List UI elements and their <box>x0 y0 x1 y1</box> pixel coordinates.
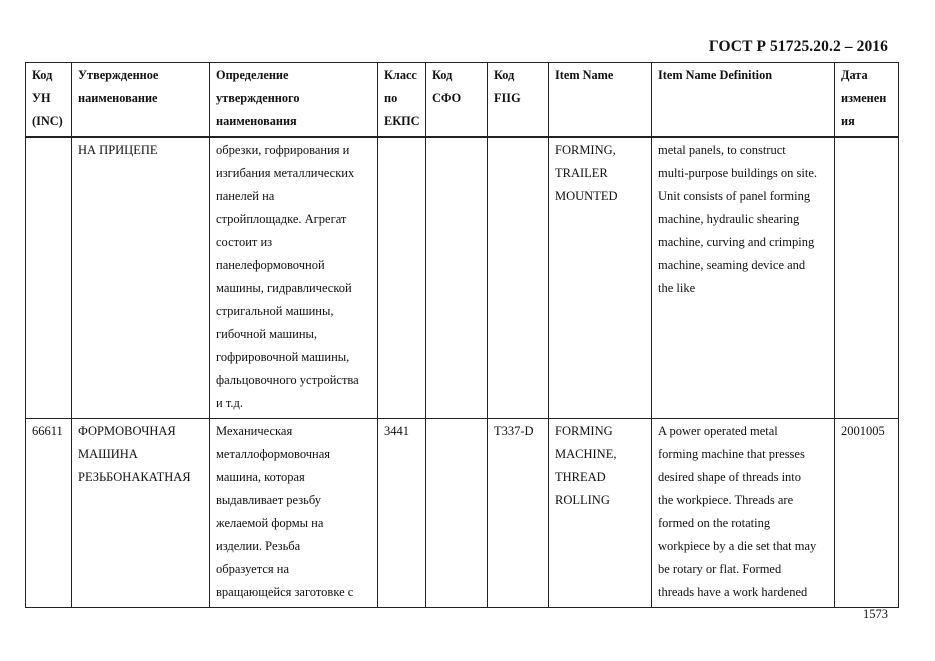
cell-inc <box>26 419 72 608</box>
cell-text-line: МАШИНА <box>78 447 138 461</box>
cell-text-line: TRAILER <box>555 166 608 180</box>
cell-ekps-class <box>378 137 426 419</box>
cell-text-line: desired shape of threads into <box>658 470 802 484</box>
cell-text-line: утвержденного <box>216 91 300 105</box>
table-header-row <box>26 63 899 138</box>
column-header-ekps-class <box>378 63 426 138</box>
cell-text-line: машины, гидравлической <box>216 281 352 295</box>
cell-text-line: machine, seaming device and <box>658 258 806 272</box>
cell-text-line: machine, curving and crimping <box>658 235 815 249</box>
cell-text-line: (INC) <box>32 114 63 128</box>
cell-name-definition <box>210 137 378 419</box>
cell-item-name <box>549 419 652 608</box>
cell-text-line: Код <box>494 68 515 82</box>
cell-text-line: гофрировочной машины, <box>216 350 350 364</box>
cell-text-line: Код <box>432 68 453 82</box>
cell-text-line: изменен <box>841 91 887 105</box>
cell-text-line: the workpiece. Threads are <box>658 493 794 507</box>
cell-text-line: состоит из <box>216 235 273 249</box>
cell-text-line: Код <box>32 68 53 82</box>
column-header-change-date <box>835 63 899 138</box>
column-header-item-name <box>549 63 652 138</box>
cell-text-line: ия <box>841 114 855 128</box>
cell-text-line: УН <box>32 91 51 105</box>
cell-text-line: стройплощадке. Агрегат <box>216 212 347 226</box>
cell-text-line: наименования <box>216 114 297 128</box>
column-header-fiig-code <box>488 63 549 138</box>
cell-text-line: металлоформовочная <box>216 447 331 461</box>
cell-text-line: Item Name <box>555 68 614 82</box>
cell-text-line: машина, которая <box>216 470 305 484</box>
cell-text-line: гибочной машины, <box>216 327 318 341</box>
cell-approved-name <box>72 137 210 419</box>
column-header-item-name-definition <box>652 63 835 138</box>
cell-text-line: панелеформовочной <box>216 258 325 272</box>
cell-text-line: образуется на <box>216 562 289 576</box>
column-header-name-definition <box>210 63 378 138</box>
document-title: ГОСТ Р 51725.20.2 – 2016 <box>708 38 888 55</box>
cell-text-line: по <box>384 91 398 105</box>
cell-text-line: ФОРМОВОЧНАЯ <box>78 424 176 438</box>
cell-text-line: FORMING, <box>555 143 616 157</box>
cell-text-line: Unit consists of panel forming <box>658 189 811 203</box>
cell-text-line: Дата <box>841 68 868 82</box>
column-header-approved-name <box>72 63 210 138</box>
cell-change-date <box>835 419 899 608</box>
cell-text-line: стригальной машины, <box>216 304 334 318</box>
cell-text-line: MOUNTED <box>555 189 618 203</box>
cell-text-line: 66611 <box>32 424 63 438</box>
cell-name-definition <box>210 419 378 608</box>
cell-text-line: A power operated metal <box>658 424 778 438</box>
cell-text-line: FORMING <box>555 424 613 438</box>
table-row <box>26 419 899 608</box>
cell-text-line: панелей на <box>216 189 275 203</box>
cell-text-line: фальцовочного устройства <box>216 373 359 387</box>
item-name-catalog-table <box>25 62 899 608</box>
cell-item-name-definition <box>652 137 835 419</box>
cell-text-line: Механическая <box>216 424 293 438</box>
cell-text-line: изделии. Резьба <box>216 539 301 553</box>
cell-text-line: изгибания металлических <box>216 166 355 180</box>
cell-text-line: threads have a work hardened <box>658 585 808 599</box>
cell-text-line: forming machine that presses <box>658 447 805 461</box>
cell-text-line: 2001005 <box>841 424 885 438</box>
cell-text-line: T337-D <box>494 424 534 438</box>
cell-approved-name <box>72 419 210 608</box>
cell-text-line: Утвержденное <box>78 68 159 82</box>
cell-fiig-code <box>488 137 549 419</box>
cell-text-line: ЕКПС <box>384 114 420 128</box>
cell-text-line: желаемой формы на <box>216 516 324 530</box>
cell-ekps-class <box>378 419 426 608</box>
cell-text-line: machine, hydraulic shearing <box>658 212 800 226</box>
cell-text-line: Определение <box>216 68 289 82</box>
table-row <box>26 137 899 419</box>
cell-inc <box>26 137 72 419</box>
cell-text-line: THREAD <box>555 470 606 484</box>
cell-sfo-code <box>426 137 488 419</box>
cell-change-date <box>835 137 899 419</box>
cell-text-line: НА ПРИЦЕПЕ <box>78 143 158 157</box>
column-header-inc <box>26 63 72 138</box>
cell-text-line: 3441 <box>384 424 409 438</box>
cell-text-line: СФО <box>432 91 462 105</box>
cell-sfo-code <box>426 419 488 608</box>
cell-text-line: выдавливает резьбу <box>216 493 322 507</box>
cell-text-line: FIIG <box>494 91 521 105</box>
cell-text-line: metal panels, to construct <box>658 143 786 157</box>
cell-item-name <box>549 137 652 419</box>
cell-fiig-code <box>488 419 549 608</box>
column-header-sfo-code <box>426 63 488 138</box>
cell-text-line: наименование <box>78 91 158 105</box>
page-number: 1573 <box>863 607 888 621</box>
cell-text-line: РЕЗЬБОНАКАТНАЯ <box>78 470 191 484</box>
cell-text-line: MACHINE, <box>555 447 617 461</box>
cell-text-line: и т.д. <box>216 396 243 410</box>
cell-text-line: ROLLING <box>555 493 610 507</box>
cell-text-line: multi-purpose buildings on site. <box>658 166 818 180</box>
cell-item-name-definition <box>652 419 835 608</box>
cell-text-line: the like <box>658 281 696 295</box>
cell-text-line: вращающейся заготовке с <box>216 585 354 599</box>
cell-text-line: Item Name Definition <box>658 68 773 82</box>
cell-text-line: formed on the rotating <box>658 516 771 530</box>
cell-text-line: Класс <box>384 68 417 82</box>
cell-text-line: workpiece by a die set that may <box>658 539 817 553</box>
cell-text-line: обрезки, гофрирования и <box>216 143 350 157</box>
cell-text-line: be rotary or flat. Formed <box>658 562 782 576</box>
